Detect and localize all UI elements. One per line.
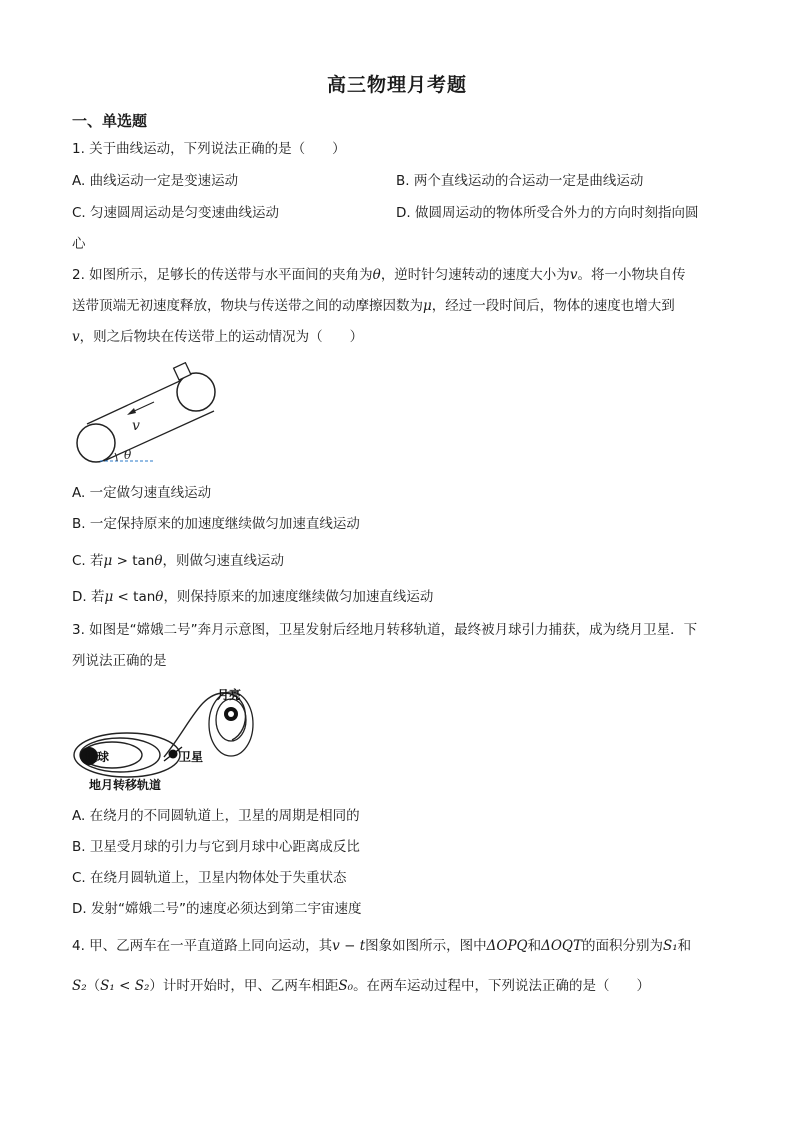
theta-label: θ — [124, 448, 132, 462]
q1-stem: 1. 关于曲线运动，下列说法正确的是（ ） — [72, 141, 346, 157]
v-symbol: v — [569, 267, 578, 283]
q2-stem-line-2: 送带顶端无初速度释放，物块与传送带之间的动摩擦因数为μ，经过一段时间后，物体的速度也增大到 — [72, 298, 675, 314]
q4-stem-line-1: 4. 甲、乙两车在一平直道路上同向运动，其v − t图象如图所示，图中ΔOPQ和ΔOQT的面积分别为S₁和 — [72, 938, 692, 954]
section-heading: 一、单选题 — [72, 112, 148, 130]
bottom-roller — [77, 424, 115, 462]
q3-option-b[interactable]: B. 卫星受月球的引力与它到月球中心距离成反比 — [72, 839, 360, 855]
q4-stem-line-2: S₂（S₁ < S₂）计时开始时，甲、乙两车相距S₀。在两车运动过程中，下列说法正确的是（ ） — [72, 978, 651, 994]
q1-option-b[interactable]: B. 两个直线运动的合运动一定是曲线运动 — [396, 173, 644, 189]
satellite-label: 卫星 — [179, 750, 204, 764]
q3-stem-line-2: 列说法正确的是 — [72, 653, 167, 669]
q2-option-d[interactable]: D. 若μ < tanθ，则保持原来的加速度继续做匀加速直线运动 — [72, 589, 434, 605]
q1-option-d-continued: 心 — [72, 236, 86, 252]
q1-option-d[interactable]: D. 做圆周运动的物体所受合外力的方向时刻指向圆 — [396, 205, 699, 221]
mu-symbol: μ — [423, 298, 432, 314]
chang-e-2-orbit-figure — [72, 685, 262, 795]
page-title: 高三物理月考题 — [326, 74, 467, 96]
q1-option-c[interactable]: C. 匀速圆周运动是匀变速曲线运动 — [72, 205, 280, 221]
q2-option-b[interactable]: B. 一定保持原来的加速度继续做匀加速直线运动 — [72, 516, 360, 532]
q3-option-d[interactable]: D. 发射“嫦娥二号”的速度必须达到第二宇宙速度 — [72, 901, 362, 917]
q3-stem-line-1: 3. 如图是“嫦娥二号”奔月示意图，卫星发射后经地月转移轨道，最终被月球引力捕获，成为绕月卫星．下 — [72, 622, 698, 638]
earth-label: 地球 — [85, 750, 110, 764]
moon-label: 月亮 — [217, 688, 242, 702]
q2-option-c[interactable]: C. 若μ > tanθ，则做匀速直线运动 — [72, 553, 284, 569]
transfer-orbit-label: 地月转移轨道 — [89, 778, 162, 792]
q2-stem-line-3: v，则之后物块在传送带上的运动情况为（ ） — [72, 329, 364, 345]
q3-option-a[interactable]: A. 在绕月的不同圆轨道上，卫星的周期是相同的 — [72, 808, 360, 824]
q2-stem-line-1: 2. 如图所示，足够长的传送带与水平面间的夹角为θ，逆时针匀速转动的速度大小为v。将一小物块自传 — [72, 267, 686, 283]
conveyor-belt-figure — [70, 362, 220, 467]
q2-option-a[interactable]: A. 一定做匀速直线运动 — [72, 485, 212, 501]
theta-symbol: θ — [372, 267, 381, 283]
q1-option-a[interactable]: A. 曲线运动一定是变速运动 — [72, 173, 239, 189]
q3-option-c[interactable]: C. 在绕月圆轨道上，卫星内物体处于失重状态 — [72, 870, 347, 886]
v-label: v — [132, 418, 140, 434]
